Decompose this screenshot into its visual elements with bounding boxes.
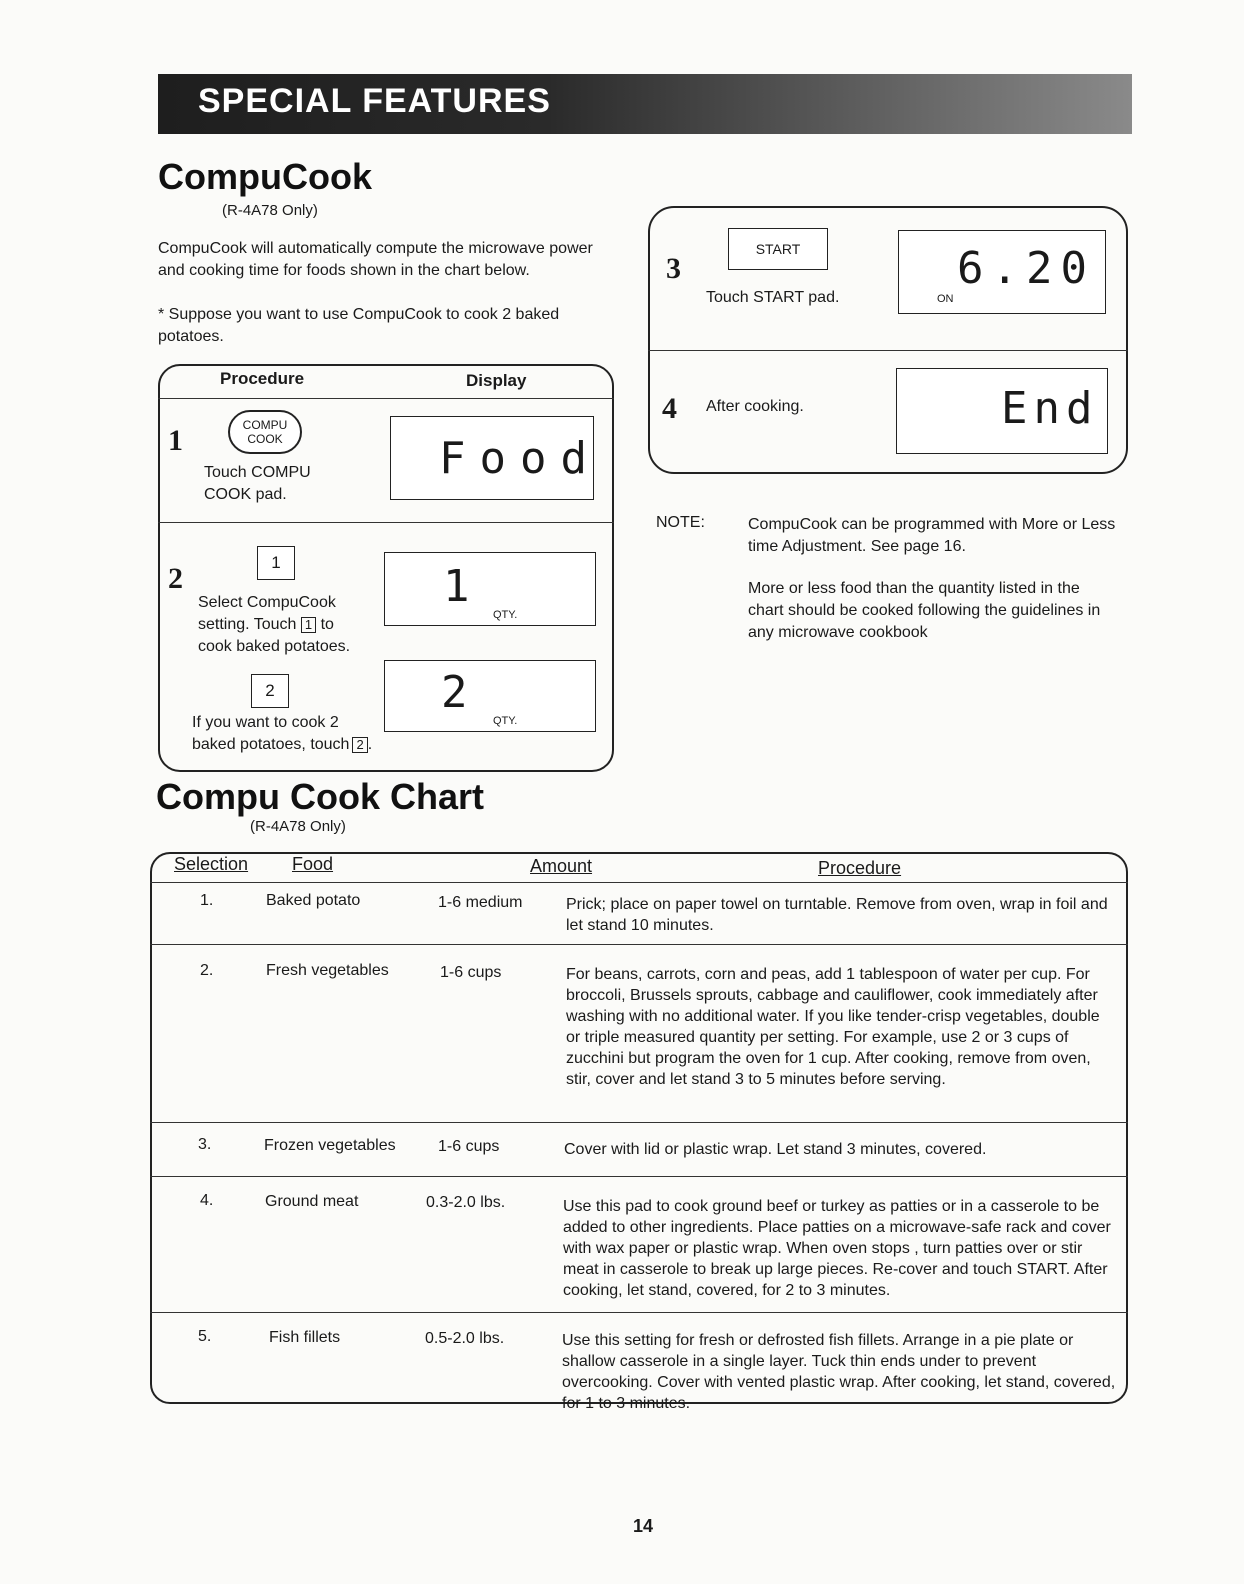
row-1-amount: 1-6 medium xyxy=(438,894,523,911)
display-food xyxy=(390,416,601,500)
row-3-selection: 3. xyxy=(198,1136,212,1153)
compucook-example: * Suppose you want to use CompuCook to cook 2 baked potatoes. xyxy=(158,306,560,345)
step-3-text: Touch START pad. xyxy=(706,289,840,306)
number-2-key[interactable]: 2 xyxy=(251,674,289,708)
row-3-amount: 1-6 cups xyxy=(438,1138,500,1155)
step-2-text-line2-end: to xyxy=(320,616,334,633)
divider xyxy=(150,1312,1128,1313)
step-4-number: 4 xyxy=(662,392,677,425)
row-4-procedure: Use this pad to cook ground beef or turkey as patties or in a casserole to be added to other ingredients. Place patties on a microwave-safe rack and cover with wax paper or plastic wrap. When oven stops , turn patties over or stir meat in casserole to break up large pieces. Re-cover and touch START. After cooking, let stand, covered, for 2 to 3 minutes. xyxy=(563,1198,1111,1299)
row-2-amount: 1-6 cups xyxy=(440,964,502,981)
step-2-number: 2 xyxy=(168,562,183,595)
section-banner xyxy=(158,74,1132,134)
step-2-text-line1: Select CompuCook xyxy=(198,594,336,611)
divider xyxy=(150,1176,1128,1177)
step-1-number: 1 xyxy=(168,424,183,457)
row-2-procedure: For beans, carrots, corn and peas, add 1 tablespoon of water per cup. For broccoli, Brussels sprouts, cabbage and cauliflower, cook immediately after washing with no additional water. If you like tender-crisp vegetables, double or triple measured quantity per setting. For example, use 2 or 3 cups of zucchini but program the oven for 1 cup. After cooking, remove from oven, stir, cover and let stand 3 to 5 minutes before serving. xyxy=(566,966,1100,1088)
step-4-text: After cooking. xyxy=(706,398,804,415)
row-3-procedure: Cover with lid or plastic wrap. Let stand 3 minutes, covered. xyxy=(564,1141,987,1158)
banner-title: SPECIAL FEATURES xyxy=(198,82,551,120)
divider xyxy=(158,398,614,399)
display-time-value: 6.20 xyxy=(957,243,1095,294)
divider xyxy=(150,944,1128,945)
number-1-key[interactable]: 1 xyxy=(257,546,295,580)
row-2-food: Fresh vegetables xyxy=(266,962,389,979)
step-2b-text-line1: If you want to cook 2 xyxy=(192,714,339,731)
col-header-amount: Amount xyxy=(530,856,593,876)
page-number: 14 xyxy=(633,1516,654,1536)
display-qty-1 xyxy=(384,552,596,626)
row-1-food: Baked potato xyxy=(266,892,361,909)
row-1-procedure: Prick; place on paper towel on turntable. Remove from oven, wrap in foil and let stand 10 minutes. xyxy=(566,896,1108,934)
step-2-text-line2-start: setting. Touch xyxy=(198,616,297,633)
compu-cook-key-line2: COOK xyxy=(247,432,283,446)
start-key[interactable]: START xyxy=(728,228,828,270)
display-end-value: End xyxy=(1001,383,1099,434)
step-3-number: 3 xyxy=(666,252,681,285)
display-qty-2 xyxy=(384,660,596,732)
chart-model-note: (R-4A78 Only) xyxy=(250,818,346,835)
divider xyxy=(158,522,614,523)
divider xyxy=(648,350,1128,351)
display-qty-1-value: 1 xyxy=(443,561,484,612)
col-header-procedure: Procedure xyxy=(818,858,902,878)
col-header-food: Food xyxy=(292,854,334,874)
compucook-intro: CompuCook will automatically compute the microwave power and cooking time for foods shown in the chart below. xyxy=(158,240,593,279)
qty-label: QTY. xyxy=(493,715,518,727)
display-time xyxy=(898,230,1106,314)
divider xyxy=(150,882,1128,883)
col-header-selection: Selection xyxy=(174,854,249,874)
display-qty-2-value: 2 xyxy=(441,667,482,718)
display-food-text: Food xyxy=(439,433,601,484)
row-5-procedure: Use this setting for fresh or defrosted fish fillets. Arrange in a pie plate or shallow casserole in a single layer. Tuck thin ends under to prevent overcooking. Cover with vented plastic wrap. After cooking, let stand, covered, for 1 to 3 minutes. xyxy=(562,1332,1116,1412)
step-1-text-line2: COOK pad. xyxy=(204,486,287,503)
on-indicator: ON xyxy=(937,293,954,305)
compucook-title: CompuCook xyxy=(158,156,372,197)
display-end xyxy=(896,368,1108,454)
step-2b-text-line2-start: baked potatoes, touch xyxy=(192,736,350,753)
step-2-text-line2 xyxy=(198,614,334,636)
qty-label: QTY. xyxy=(493,609,518,621)
divider xyxy=(150,1122,1128,1123)
row-4-amount: 0.3-2.0 lbs. xyxy=(426,1194,506,1211)
inline-key-1: 1 xyxy=(301,617,316,633)
compu-cook-key-line1: COMPU xyxy=(242,418,288,432)
step-2-text-line3: cook baked potatoes. xyxy=(198,638,351,655)
row-5-food: Fish fillets xyxy=(269,1329,341,1346)
row-5-amount: 0.5-2.0 lbs. xyxy=(425,1330,505,1347)
row-2-selection: 2. xyxy=(200,962,214,979)
procedure-header: Procedure xyxy=(220,369,305,388)
step-1-text-line1: Touch COMPU xyxy=(204,464,311,481)
display-header: Display xyxy=(466,371,527,390)
row-5-selection: 5. xyxy=(198,1328,212,1345)
step-2b-text-line2 xyxy=(192,734,372,756)
row-3-food: Frozen vegetables xyxy=(264,1137,396,1154)
chart-title: Compu Cook Chart xyxy=(156,776,484,817)
compu-cook-key[interactable] xyxy=(228,410,302,454)
note-label: NOTE: xyxy=(656,514,705,531)
note-paragraph-2: More or less food than the quantity listed in the chart should be cooked following the guidelines in any microwave cookbook xyxy=(748,580,1101,641)
compucook-model-note: (R-4A78 Only) xyxy=(222,202,318,219)
inline-key-2: 2 xyxy=(352,737,367,753)
step-2b-text-line2-end: . xyxy=(367,736,373,753)
note-paragraph-1: CompuCook can be programmed with More or Less time Adjustment. See page 16. xyxy=(748,516,1116,555)
row-4-selection: 4. xyxy=(200,1192,214,1209)
row-1-selection: 1. xyxy=(200,892,214,909)
row-4-food: Ground meat xyxy=(265,1193,359,1210)
